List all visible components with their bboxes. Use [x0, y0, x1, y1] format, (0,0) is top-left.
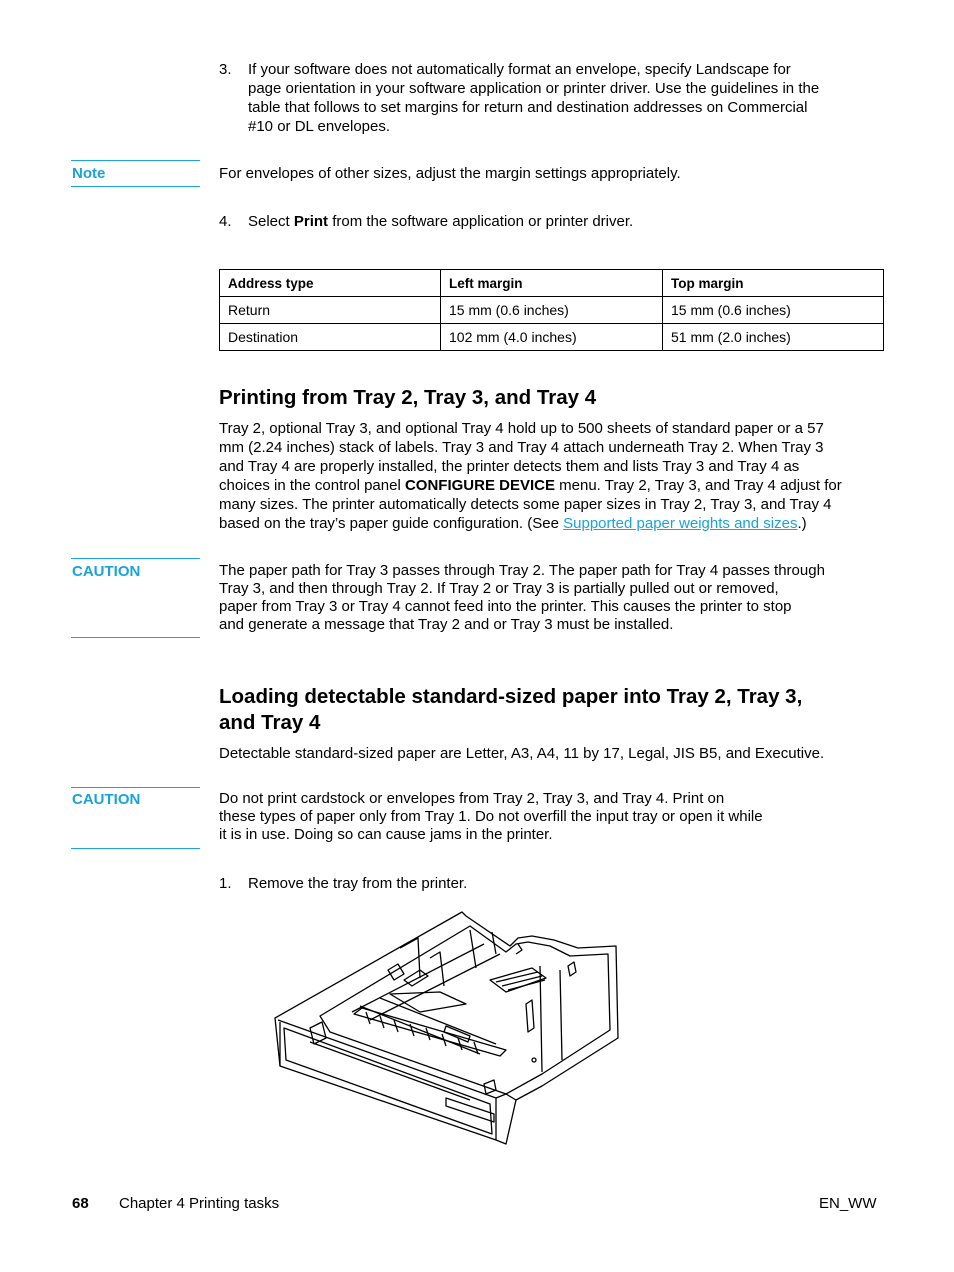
step-text: Remove the tray from the printer.	[248, 875, 468, 892]
table-cell: 15 mm (0.6 inches)	[441, 297, 663, 324]
edition-label: EN_WW	[819, 1195, 877, 1212]
table-cell: 15 mm (0.6 inches)	[663, 297, 884, 324]
caution-bottom-rule	[71, 637, 200, 638]
section-heading-loading-paper	[219, 684, 899, 736]
configure-device-keyword: CONFIGURE DEVICE	[404, 477, 555, 494]
section-1-paragraph	[219, 419, 889, 533]
step-text-line: page orientation in your software application or printer driver. Use the guidelines in the	[248, 80, 820, 97]
page-number: 68	[72, 1195, 89, 1212]
note-text: For envelopes of other sizes, adjust the margin settings appropriately.	[219, 165, 681, 182]
text: .)	[797, 515, 807, 532]
caution-line: Tray 3, and then through Tray 2. If Tray 2 or Tray 3 is partially pulled out or removed,	[219, 580, 779, 597]
step-number: 1.	[219, 875, 232, 892]
heading-line: Loading detectable standard-sized paper into Tray 2, Tray 3,	[219, 685, 803, 708]
column-header-left-margin: Left margin	[441, 270, 663, 297]
paper-tray-illustration	[270, 908, 622, 1148]
paragraph-line: and Tray 4 are properly installed, the printer detects them and lists Tray 3 and Tray 4 as	[219, 458, 800, 475]
caution-top-rule	[71, 787, 200, 788]
step-text: Select	[248, 213, 294, 230]
supported-paper-link[interactable]: Supported paper weights and sizes	[563, 515, 798, 532]
caution-label: CAUTION	[72, 791, 141, 808]
table-row	[220, 324, 884, 351]
table-header-row	[220, 270, 884, 297]
step-number: 3.	[219, 61, 232, 78]
caution-2-text	[219, 790, 889, 844]
caution-top-rule	[71, 558, 200, 559]
note-label: Note	[72, 165, 106, 182]
step-text-line: If your software does not automatically format an envelope, specify Landscape for	[248, 61, 791, 78]
caution-line: these types of paper only from Tray 1. Do not overfill the input tray or open it while	[219, 808, 763, 825]
paragraph-line: mm (2.24 inches) stack of labels. Tray 3 and Tray 4 attach underneath Tray 2. When Tray 3	[219, 439, 824, 456]
table-cell: 51 mm (2.0 inches)	[663, 324, 884, 351]
caution-line: Do not print cardstock or envelopes from Tray 2, Tray 3, and Tray 4. Print on	[219, 790, 725, 807]
column-header-address-type: Address type	[220, 270, 441, 297]
paragraph-line	[219, 476, 889, 495]
heading-line: and Tray 4	[219, 711, 321, 734]
note-top-rule	[71, 160, 200, 161]
step-text-line: #10 or DL envelopes.	[248, 118, 391, 135]
print-keyword: Print	[293, 213, 329, 230]
caution-line: it is in use. Doing so can cause jams in the printer.	[219, 826, 553, 843]
column-header-top-margin: Top margin	[663, 270, 884, 297]
caution-label: CAUTION	[72, 563, 141, 580]
step-text: from the software application or printer driver.	[328, 213, 634, 230]
section-heading-printing-trays: Printing from Tray 2, Tray 3, and Tray 4	[219, 386, 597, 409]
table-cell: Return	[220, 297, 441, 324]
caution-1-text	[219, 562, 889, 634]
table-cell: Destination	[220, 324, 441, 351]
step-number: 4.	[219, 213, 232, 230]
paragraph-line	[219, 514, 889, 533]
step-text-line: table that follows to set margins for return and destination addresses on Commercial	[248, 99, 808, 116]
caution-line: and generate a message that Tray 2 and or Tray 3 must be installed.	[219, 616, 674, 633]
table-cell: 102 mm (4.0 inches)	[441, 324, 663, 351]
paragraph-line: Tray 2, optional Tray 3, and optional Tray 4 hold up to 500 sheets of standard paper or a 57	[219, 420, 824, 437]
step-3	[219, 60, 889, 136]
text: choices in the control panel	[219, 477, 405, 494]
step-1	[219, 874, 889, 893]
margin-table	[219, 269, 884, 351]
note-bottom-rule	[71, 186, 200, 187]
text: menu. Tray 2, Tray 3, and Tray 4 adjust for	[554, 477, 842, 494]
paragraph-line: many sizes. The printer automatically detects some paper sizes in Tray 2, Tray 3, and Tray 4	[219, 496, 832, 513]
caution-line: paper from Tray 3 or Tray 4 cannot feed into the printer. This causes the printer to stop	[219, 598, 792, 615]
chapter-title: Chapter 4 Printing tasks	[119, 1195, 280, 1212]
text: based on the tray’s paper guide configuration. (See	[219, 515, 564, 532]
step-4	[219, 212, 889, 231]
caution-line: The paper path for Tray 3 passes through Tray 2. The paper path for Tray 4 passes through	[219, 562, 825, 579]
caution-bottom-rule	[71, 848, 200, 849]
section-2-text: Detectable standard-sized paper are Letter, A3, A4, 11 by 17, Legal, JIS B5, and Executive.	[219, 745, 825, 762]
table-row	[220, 297, 884, 324]
